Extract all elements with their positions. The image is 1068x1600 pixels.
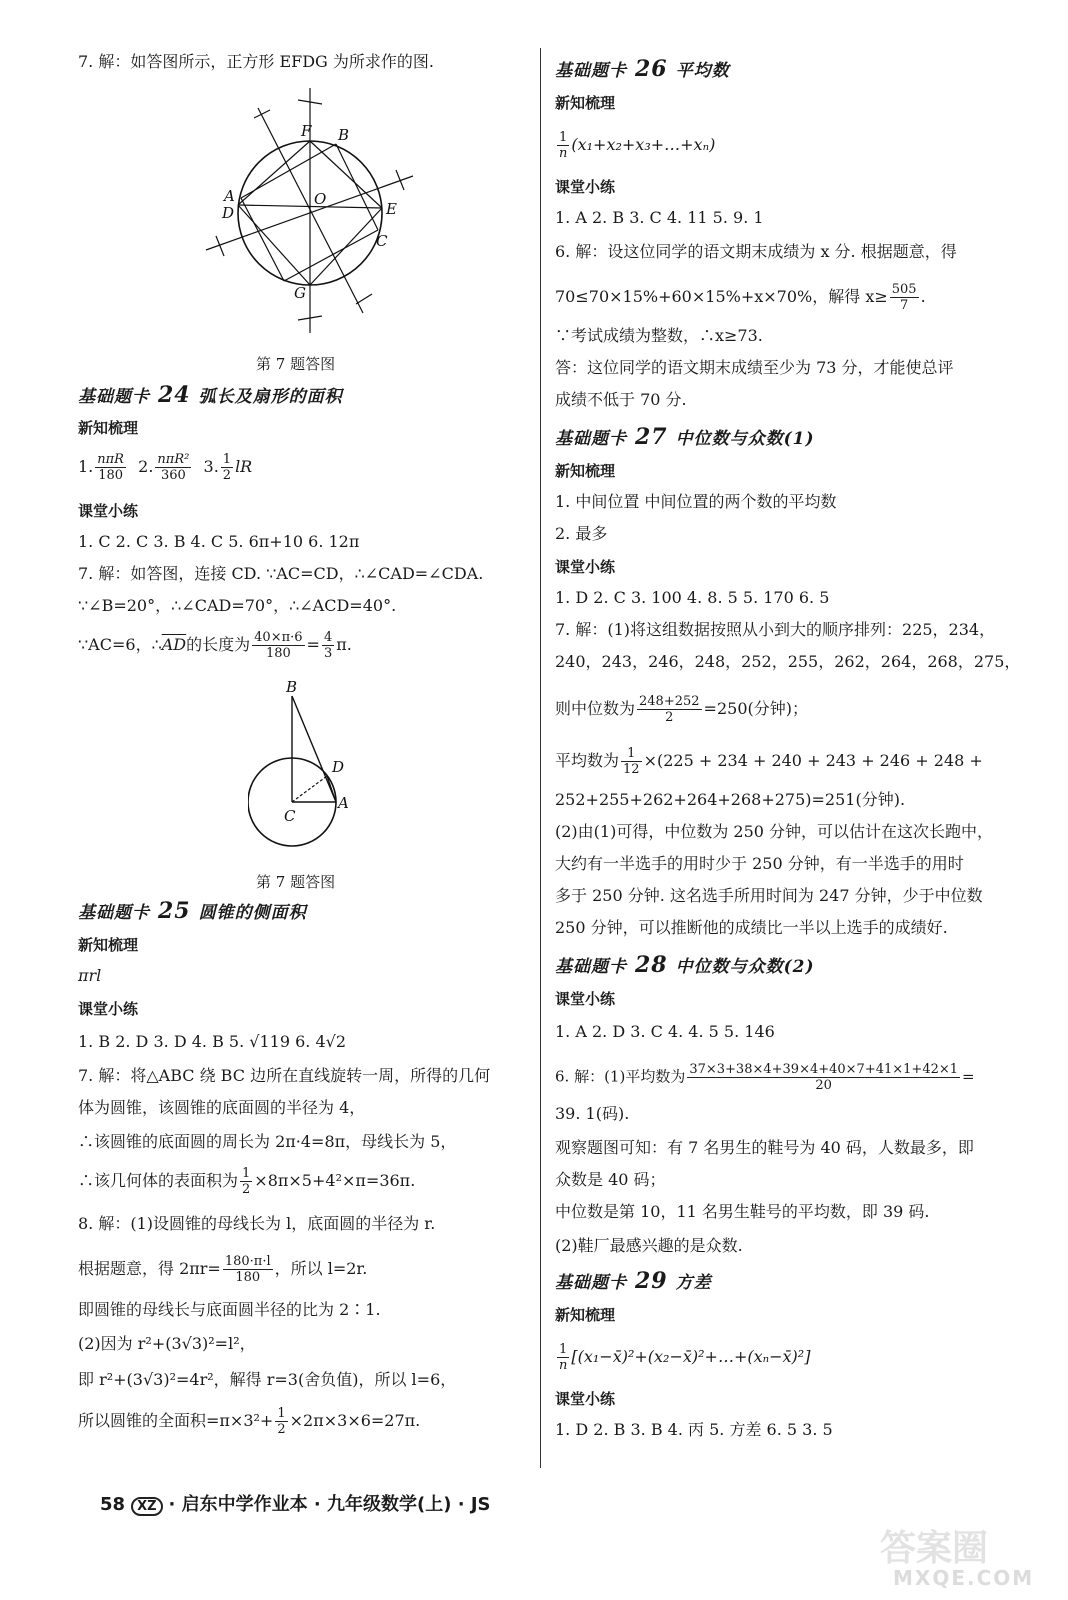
card24-prefix: 基础题卡 [78,387,150,407]
c26-q6-line4: 答：这位同学的语文期末成绩至少为 73 分，才能使总评 [555,358,954,377]
svg-text:D: D [222,204,235,222]
c27-q7-line6: (2)由(1)可得，中位数为 250 分钟，可以估计在这次长跑中， [555,822,994,841]
card26-number: 26 [635,56,668,82]
c24-f2-label: 2. [138,457,154,476]
card29-prefix: 基础题卡 [555,1273,627,1293]
c24-formulas [78,452,252,483]
c28-answers: 1. A 2. D 3. C 4. 4. 5 5. 146 [555,1022,775,1041]
c25-q8-line3: 即圆锥的母线长与底面圆半径的比为 2∶1. [78,1300,381,1319]
card28-title: 中位数与众数(2) [675,957,815,977]
c27-practice-label: 课堂小练 [555,558,616,576]
svg-text:G: G [294,284,306,302]
c26-q6-line2: 70≤70×15%+60×15%+x×70%，解得 x≥ $\frac{505}{7}$ . [555,282,926,313]
arc-ad: $\overline{AD}$ [161,635,187,654]
card26-prefix: 基础题卡 [555,61,627,81]
c27-q7-fraction2: $\frac{1}{12}$ [623,746,640,777]
svg-text:B: B [338,126,350,144]
c27-line1: 1. 中间位置 中间位置的两个数的平均数 [555,492,837,511]
c24-practice-label: 课堂小练 [78,502,139,520]
card29-number: 29 [635,1268,668,1294]
svg-text:F: F [301,122,312,140]
c27-q7-line2: 240，243，246，248，252，255，262，264，268，275， [555,652,1021,671]
c25-q7-line1: 7. 解：将△ABC 绕 BC 边所在直线旋转一周，所得的几何 [78,1066,491,1085]
c25-practice-label: 课堂小练 [78,1000,139,1018]
c29-answers: 1. D 2. B 3. B 4. 丙 5. 方差 6. 5 3. 5 [555,1420,833,1439]
c25-q8-line2: 根据题意，得 2πr= $\frac{180\cdot\pi\cdot l}{180}$ ，所以 l=2r. [78,1254,368,1285]
c27-q7-line1: 7. 解：(1)将这组数据按照从小到大的顺序排列：225，234， [555,620,996,639]
c24-q7-fraction: $\frac{40\times\pi\cdot 6}{180}$ [254,630,303,661]
c25-q7-fraction: $\frac{1}{2}$ [242,1166,251,1197]
c27-q7-line8: 多于 250 分钟. 这名选手所用时间为 247 分钟，少于中位数 [555,886,983,905]
c24-q7-line2: ∵∠B=20°，∴∠CAD=70°，∴∠ACD=40°. [78,596,397,615]
card28-number: 28 [635,952,668,978]
c27-line2: 2. 最多 [555,524,608,543]
c24-q7-line1: 7. 解：如答图，连接 CD. ∵AC=CD，∴∠CAD=∠CDA. [78,564,484,583]
c28-q6-line2: 39. 1(码). [555,1104,630,1123]
c26-answers: 1. A 2. B 3. C 4. 11 5. 9. 1 [555,208,764,227]
card27-prefix: 基础题卡 [555,429,627,449]
fig2-caption: 第 7 题答图 [256,873,336,891]
c28-q6-line1: 6. 解：(1)平均数为 $\frac{37\times 3+38\times 4+39\times 4+40\times 7+41\times 1+42\times 1}{20}$ = [555,1062,975,1093]
c28-q6-fraction: $\frac{37\times 3+38\times 4+39\times 4+40\times 7+41\times 1+42\times 1}{20}$ [689,1062,959,1093]
c28-q6-line3: 观察题图可知：有 7 名男生的鞋号为 40 码，人数最多，即 [555,1138,974,1157]
svg-text:O: O [314,190,327,208]
publisher-badge: XZ [131,1497,162,1516]
c27-answers: 1. D 2. C 3. 100 4. 8. 5 5. 170 6. 5 [555,588,830,607]
c27-q7-line3: 则中位数为 $\frac{248+252}{2}$ =250(分钟)； [555,694,808,725]
c27-new-label: 新知梳理 [555,462,616,480]
c24-f2-fraction: $\frac{\text{nπR²}}{360}$ [157,452,190,483]
c26-new-label: 新知梳理 [555,94,616,112]
card29-title: 方差 [675,1273,712,1293]
svg-text:E: E [386,200,397,218]
c24-f3-tail: lR [235,457,253,476]
c24-f1-label: 1. [78,457,94,476]
c26-q6-line1: 6. 解：设这位同学的语文期末成绩为 x 分. 根据题意，得 [555,242,957,261]
c25-q8-line5: 即 r²+(3√3)²=4r²，解得 r=3(舍负值)，所以 l=6， [78,1370,457,1389]
c29-formula: $\frac{1}{n}$ [(x₁−x̄)²+(x₂−x̄)²+…+(xₙ−x̄)²] [559,1342,811,1373]
card28-heading [555,952,815,978]
watermark-url: MXQE.COM [893,1566,1035,1590]
card27-title: 中位数与众数(1) [675,429,815,449]
svg-text:A: A [224,187,235,205]
c28-q6-line6: (2)鞋厂最感兴趣的是众数. [555,1236,743,1255]
card24-number: 24 [158,382,191,408]
c24-new-label: 新知梳理 [78,419,139,437]
c24-f1-fraction: $\frac{\text{nπR}}{180}$ [97,452,124,483]
c25-q7-line4: ∴该几何体的表面积为 $\frac{1}{2}$ ×8π×5+4²×π=36π. [78,1166,416,1197]
card26-title: 平均数 [675,61,730,81]
c25-q7-line3: ∴该圆锥的底面圆的周长为 2π·4=8π，母线长为 5， [78,1132,457,1151]
figure-circle-triangle [248,676,368,856]
card27-heading [555,424,815,450]
c24-answers: 1. C 2. C 3. B 4. C 5. 6π+10 6. 12π [78,532,360,551]
c25-q8-line6: 所以圆锥的全面积=π×3²+ $\frac{1}{2}$ ×2π×3×6=27π. [78,1406,421,1437]
svg-text:C: C [284,807,296,825]
c24-q7-line3: ∵AC=6，$\therefore\overline{AD}$的长度为 $\frac{40\times\pi\cdot 6}{180}$ = $\frac{4}{3}$ π. [78,630,352,661]
c24-f3-fraction: $\frac{1}{2}$ [222,452,232,483]
c27-q7-line4: 平均数为 $\frac{1}{12}$ ×(225 + 234 + 240 + 243 + 246 + 248 + [555,746,983,777]
fig1-caption: 第 7 题答图 [256,355,336,373]
c29-fraction: $\frac{1}{n}$ [559,1342,568,1373]
book-title: · 启东中学作业本 · 九年级数学(上) · JS [168,1494,491,1515]
c25-q8-fraction: $\frac{180\cdot\pi\cdot l}{180}$ [224,1254,271,1285]
c26-q6-line3: ∵考试成绩为整数，∴x≥73. [555,326,763,345]
c29-new-label: 新知梳理 [555,1306,616,1324]
c25-answers: 1. B 2. D 3. D 4. B 5. √119 6. 4√2 [78,1032,346,1051]
svg-text:C: C [376,232,388,250]
c28-q6-line5: 中位数是第 10，11 名男生鞋号的平均数，即 39 码. [555,1202,930,1221]
column-divider [540,48,541,1468]
c25-formula: πrl [78,966,102,985]
card27-number: 27 [635,424,668,450]
card25-number: 25 [158,898,191,924]
c26-q6-fraction: $\frac{505}{7}$ [891,282,917,313]
c25-q7-line2: 体为圆锥，该圆锥的底面圆的半径为 4， [78,1098,366,1117]
c25-q8-line1: 8. 解：(1)设圆锥的母线长为 l，底面圆的半径为 r. [78,1214,436,1233]
card25-heading [78,898,307,924]
card24-heading [78,382,343,408]
c28-q6-line4: 众数是 40 码； [555,1170,666,1189]
card24-title: 弧长及扇形的面积 [198,387,343,407]
c26-practice-label: 课堂小练 [555,178,616,196]
c24-q7-fraction2: $\frac{4}{3}$ [323,630,333,661]
svg-text:A: A [338,794,349,812]
c24-f3-label: 3. [203,457,219,476]
card26-heading [555,56,730,82]
c27-q7-line5: 252+255+262+264+268+275)=251(分钟). [555,790,906,809]
page-footer [100,1490,490,1516]
c27-q7-line9: 250 分钟，可以推断他的成绩比一半以上选手的成绩好. [555,918,948,937]
svg-text:B: B [286,678,298,696]
card29-heading [555,1268,712,1294]
c29-practice-label: 课堂小练 [555,1390,616,1408]
c25-q8-line4: (2)因为 r²+(3√3)²=l²， [78,1334,256,1353]
figure-circle-square [198,88,418,338]
card25-prefix: 基础题卡 [78,903,150,923]
c25-new-label: 新知梳理 [78,936,139,954]
c25-q8-fraction2: $\frac{1}{2}$ [277,1406,286,1437]
watermark-logo: 答案圈 [880,1528,989,1569]
c27-q7-fraction: $\frac{248+252}{2}$ [639,694,700,725]
c27-q7-line7: 大约有一半选手的用时少于 250 分钟，有一半选手的用时 [555,854,964,873]
card25-title: 圆锥的侧面积 [198,903,307,923]
c28-practice-label: 课堂小练 [555,990,616,1008]
c26-formula: $\frac{1}{n}$ (x₁+x₂+x₃+…+xₙ) [559,130,716,161]
c26-fraction: $\frac{1}{n}$ [559,130,568,161]
q7-intro: 7. 解：如答图所示，正方形 EFDG 为所求作的图. [78,52,435,71]
page-number: 58 [100,1494,126,1515]
c26-q6-line5: 成绩不低于 70 分. [555,390,687,409]
card28-prefix: 基础题卡 [555,957,627,977]
svg-text:D: D [332,758,345,776]
